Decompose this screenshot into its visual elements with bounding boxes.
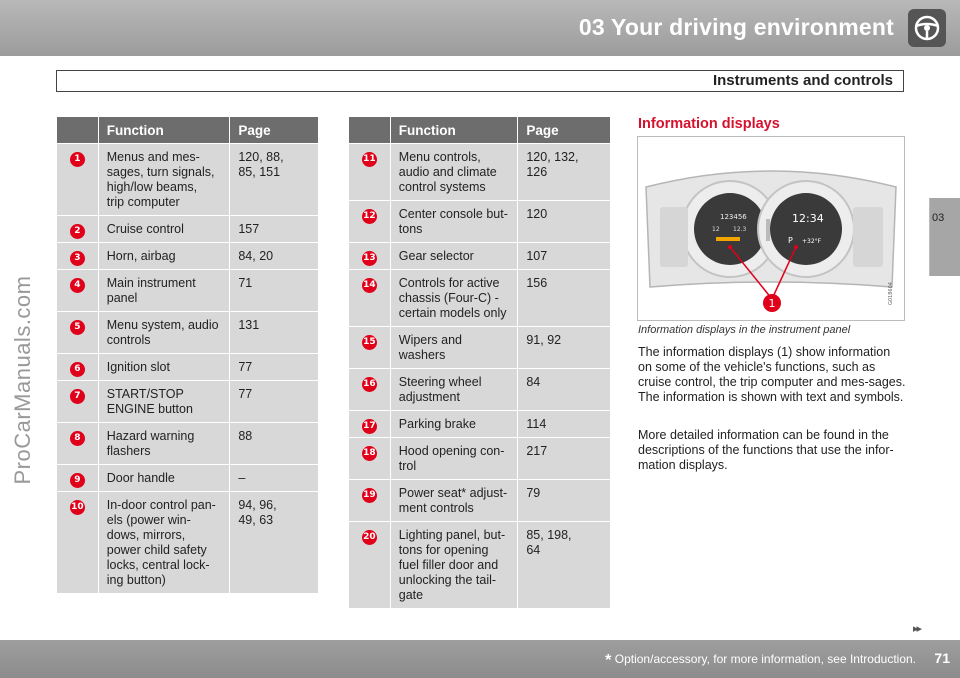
page-footer-bar	[0, 640, 960, 678]
info-displays-heading: Information displays	[638, 116, 780, 132]
table-row	[349, 327, 611, 369]
function-table-left	[56, 116, 319, 594]
info-paragraph-2: More detailed information can be found in the descriptions of the functions that use the infor-mation displays.	[638, 428, 894, 472]
trip-readout-a: 12	[712, 226, 720, 233]
page-column-header: Page	[230, 117, 319, 144]
watermark-text: ProCarManuals.com	[10, 275, 35, 485]
row-number-cell	[349, 369, 391, 411]
row-number-badge: 19	[362, 488, 377, 503]
function-cell: START/STOP ENGINE button	[98, 381, 230, 423]
row-number-badge: 3	[70, 251, 85, 266]
function-cell: Lighting panel, but- tons for opening fuel filler door and unlocking the tail- gate	[390, 522, 518, 609]
section-header	[56, 70, 904, 92]
table-header-row	[349, 117, 611, 144]
row-number-cell	[57, 465, 99, 492]
row-number-badge: 5	[70, 320, 85, 335]
table-row	[57, 144, 319, 216]
row-number-cell	[57, 354, 99, 381]
function-cell: Center console but- tons	[390, 201, 518, 243]
callout-number: 1	[768, 297, 776, 310]
table-row	[349, 243, 611, 270]
temperature-readout: +32°F	[802, 238, 822, 245]
page-cell: 94, 96, 49, 63	[230, 492, 319, 594]
number-column-header	[57, 117, 99, 144]
gear-readout: P	[788, 236, 793, 245]
footnote-text: Option/accessory, for more information, see Introduction.	[614, 652, 916, 666]
page-column-header: Page	[518, 117, 611, 144]
illustration-ref-code: G018604	[888, 282, 894, 305]
row-number-badge: 13	[362, 251, 377, 266]
function-cell: Hazard warning flashers	[98, 423, 230, 465]
function-table-right	[348, 116, 611, 609]
row-number-cell	[349, 144, 391, 201]
table-row	[57, 312, 319, 354]
table-row	[57, 423, 319, 465]
number-column-header	[349, 117, 391, 144]
page-cell: 107	[518, 243, 611, 270]
row-number-badge: 15	[362, 335, 377, 350]
row-number-cell	[57, 312, 99, 354]
page-cell: 84	[518, 369, 611, 411]
page-cell: 131	[230, 312, 319, 354]
function-cell: Door handle	[98, 465, 230, 492]
section-title: Instruments and controls	[712, 72, 893, 89]
table-row	[349, 270, 611, 327]
row-number-badge: 1	[70, 152, 85, 167]
row-number-badge: 7	[70, 389, 85, 404]
table-header-row	[57, 117, 319, 144]
row-number-badge: 4	[70, 278, 85, 293]
row-number-badge: 16	[362, 377, 377, 392]
row-number-cell	[349, 327, 391, 369]
function-column-header: Function	[98, 117, 230, 144]
page-cell: 77	[230, 381, 319, 423]
function-cell: Ignition slot	[98, 354, 230, 381]
trip-readout-b: 12.3	[733, 226, 747, 233]
table-row	[349, 369, 611, 411]
page-cell: 120	[518, 201, 611, 243]
row-number-badge: 12	[362, 209, 377, 224]
row-number-badge: 20	[362, 530, 377, 545]
table-row	[349, 438, 611, 480]
page-cell: 85, 198, 64	[518, 522, 611, 609]
function-cell: Gear selector	[390, 243, 518, 270]
row-number-cell	[349, 270, 391, 327]
instrument-cluster-illustration	[637, 136, 905, 321]
page-cell: 156	[518, 270, 611, 327]
table-row	[349, 201, 611, 243]
row-number-cell	[57, 423, 99, 465]
table-row	[57, 216, 319, 243]
row-number-badge: 2	[70, 224, 85, 239]
page-cell: 120, 88, 85, 151	[230, 144, 319, 216]
row-number-cell	[57, 144, 99, 216]
row-number-cell	[57, 216, 99, 243]
clock-readout: 12:34	[792, 212, 824, 225]
table-row	[57, 243, 319, 270]
table-row	[349, 480, 611, 522]
function-column-header: Function	[390, 117, 518, 144]
row-number-badge: 10	[70, 500, 85, 515]
row-number-cell	[57, 270, 99, 312]
row-number-cell	[57, 381, 99, 423]
function-cell: Parking brake	[390, 411, 518, 438]
function-cell: Wipers and washers	[390, 327, 518, 369]
function-cell: Controls for active chassis (Four-C) - certain models only	[390, 270, 518, 327]
function-cell: In-door control pan- els (power win- dows, mirrors, power child safety locks, central lock- ing button)	[98, 492, 230, 594]
page-number: 71	[934, 650, 950, 666]
next-page-arrows: ▸▸	[912, 623, 920, 635]
page-cell: –	[230, 465, 319, 492]
row-number-cell	[349, 411, 391, 438]
row-number-badge: 8	[70, 431, 85, 446]
chapter-title: 03 Your driving environment	[578, 14, 894, 40]
function-cell: Steering wheel adjustment	[390, 369, 518, 411]
row-number-cell	[349, 480, 391, 522]
page-cell: 84, 20	[230, 243, 319, 270]
table-row	[57, 270, 319, 312]
row-number-cell	[349, 438, 391, 480]
row-number-cell	[57, 492, 99, 594]
function-cell: Hood opening con- trol	[390, 438, 518, 480]
page-cell: 157	[230, 216, 319, 243]
row-number-cell	[349, 243, 391, 270]
table-row	[349, 522, 611, 609]
row-number-badge: 11	[362, 152, 377, 167]
illustration-caption: Information displays in the instrument panel	[638, 324, 851, 336]
footnote-asterisk: *	[605, 652, 612, 669]
page-cell: 91, 92	[518, 327, 611, 369]
row-number-badge: 17	[362, 419, 377, 434]
function-cell: Menu system, audio controls	[98, 312, 230, 354]
row-number-badge: 6	[70, 362, 85, 377]
page-cell: 79	[518, 480, 611, 522]
function-cell: Menu controls, audio and climate control systems	[390, 144, 518, 201]
steering-wheel-icon	[908, 9, 946, 47]
function-cell: Menus and mes- sages, turn signals, high/low beams, trip computer	[98, 144, 230, 216]
table-row	[57, 465, 319, 492]
chapter-side-tab-label: 03	[932, 212, 945, 224]
row-number-badge: 9	[70, 473, 85, 488]
footnote	[605, 652, 916, 670]
page-cell: 71	[230, 270, 319, 312]
page-cell: 114	[518, 411, 611, 438]
chapter-side-tab[interactable]	[930, 198, 960, 276]
row-number-cell	[349, 201, 391, 243]
table-row	[349, 144, 611, 201]
page-cell: 88	[230, 423, 319, 465]
function-cell: Horn, airbag	[98, 243, 230, 270]
table-row	[57, 381, 319, 423]
info-paragraph-1: The information displays (1) show information on some of the vehicle's functions, such as cruise control, the trip computer and mes-sages. The information is shown with text and symbols.	[638, 345, 906, 404]
page-cell: 120, 132, 126	[518, 144, 611, 201]
page-cell: 77	[230, 354, 319, 381]
page-cell: 217	[518, 438, 611, 480]
row-number-cell	[57, 243, 99, 270]
function-cell: Main instrument panel	[98, 270, 230, 312]
table-row	[349, 411, 611, 438]
odometer-readout: 123456	[720, 213, 747, 221]
row-number-badge: 18	[362, 446, 377, 461]
row-number-cell	[349, 522, 391, 609]
function-cell: Power seat* adjust- ment controls	[390, 480, 518, 522]
function-cell: Cruise control	[98, 216, 230, 243]
chapter-header-bar	[0, 0, 960, 56]
table-row	[57, 492, 319, 594]
table-row	[57, 354, 319, 381]
row-number-badge: 14	[362, 278, 377, 293]
watermark	[10, 230, 50, 530]
